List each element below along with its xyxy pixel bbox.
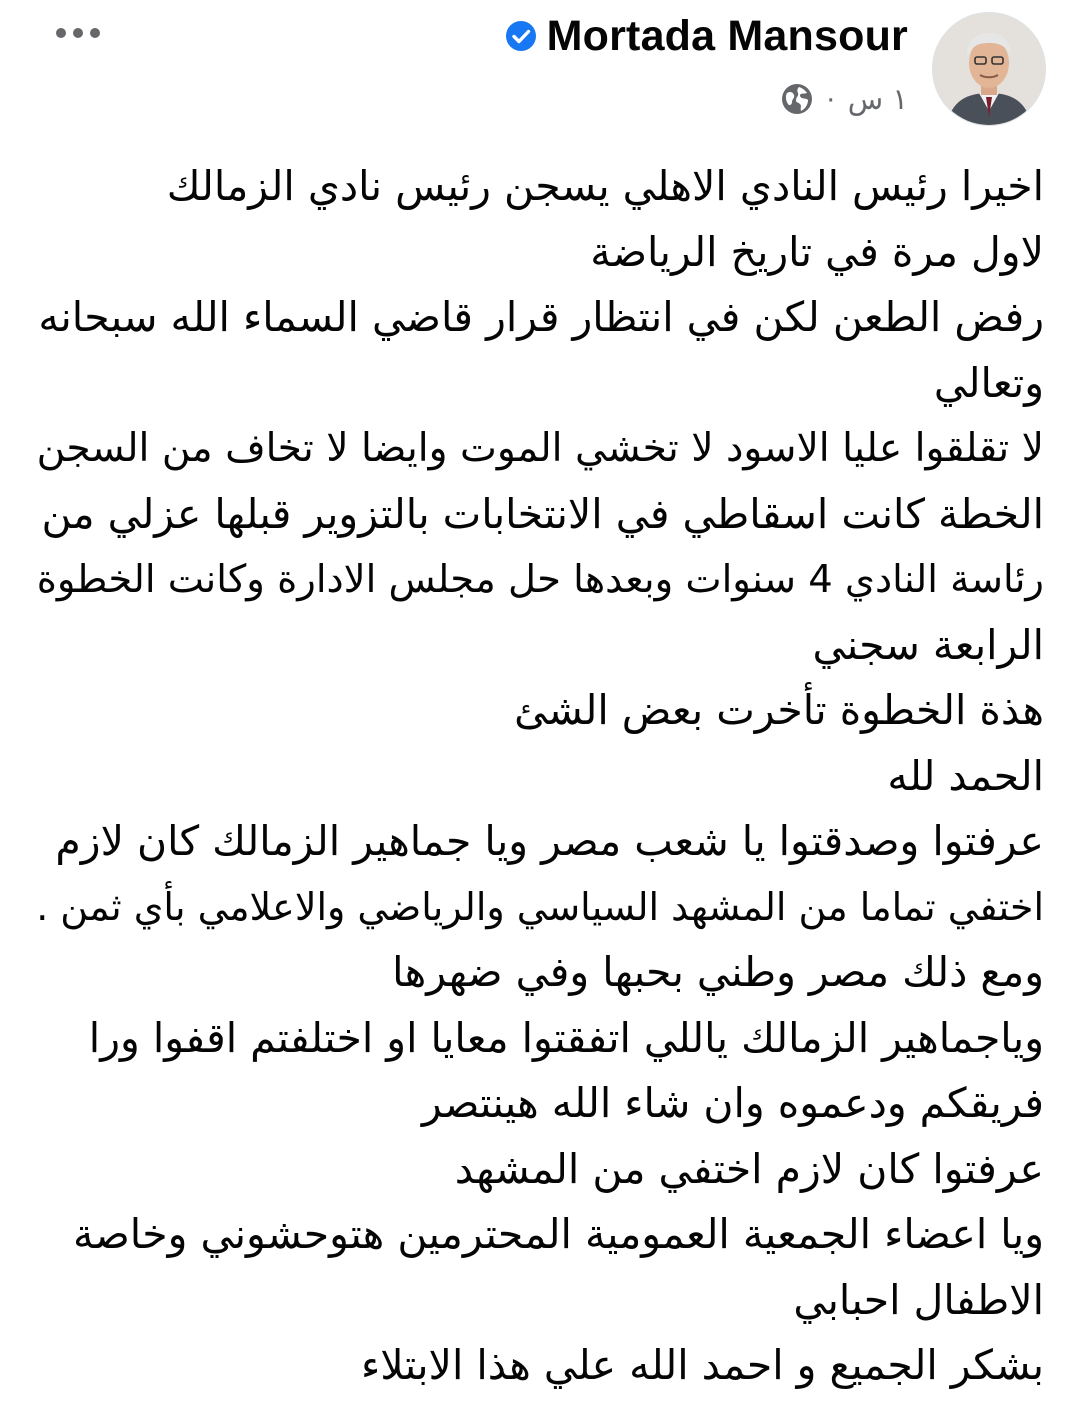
post-line: اختفي تماما من المشهد السياسي والرياضي والاعلامي بأي ثمن .: [36, 884, 1044, 929]
post-line: الاطفال احبابي: [793, 1275, 1044, 1324]
post-line: لاول مرة في تاريخ الرياضة: [590, 227, 1044, 276]
post-timestamp[interactable]: ١ س: [847, 82, 908, 116]
post-line: الرابعة سجني: [812, 620, 1044, 669]
author-name[interactable]: Mortada Mansour: [546, 11, 908, 60]
author-avatar[interactable]: [932, 12, 1046, 126]
verified-badge-icon: [505, 20, 537, 52]
post-header: [0, 0, 1080, 140]
post-line: عرفتوا كان لازم اختفي من المشهد: [454, 1144, 1044, 1193]
post-line: رئاسة النادي 4 سنوات وبعدها حل مجلس الادارة وكانت الخطوة: [36, 557, 1044, 602]
meta-separator: ·: [825, 82, 836, 115]
post-line: رفض الطعن لكن في انتظار قرار قاضي السماء الله سبحانه: [38, 293, 1044, 341]
post-line: الخطة كانت اسقاطي في الانتخابات بالتزوير قبلها عزلي من: [41, 489, 1044, 538]
more-options-button[interactable]: [48, 18, 108, 48]
post-line: وياجماهير الزمالك ياللي اتفقتوا معايا او اختلفتم اقفوا ورا: [88, 1013, 1044, 1062]
more-horizontal-icon-dot: [73, 28, 83, 38]
avatar-portrait-icon: [933, 13, 1045, 125]
post-meta: [780, 76, 908, 122]
post-line: ومع ذلك مصر وطني بحبها وفي ضهرها: [392, 948, 1044, 996]
globe-icon[interactable]: [780, 82, 814, 116]
author-row: [505, 8, 908, 64]
post-line: ويا اعضاء الجمعية العمومية المحترمين هتوحشوني وخاصة: [72, 1210, 1044, 1258]
more-horizontal-icon-dot: [90, 28, 100, 38]
post-line: فريقكم ودعموه وان شاء الله هينتصر: [421, 1079, 1044, 1127]
post-line: وتعالي: [933, 358, 1044, 407]
post-line: بشكر الجميع و احمد الله علي هذا الابتلاء: [361, 1341, 1044, 1389]
post-line: عرفتوا وصدقتوا يا شعب مصر ويا جماهير الزمالك كان لازم: [55, 817, 1044, 865]
post-line: هذة الخطوة تأخرت بعض الشئ: [514, 686, 1044, 734]
post-line: اخيرا رئيس النادي الاهلي يسجن رئيس نادي الزمالك: [166, 162, 1044, 210]
post-text: [36, 154, 1044, 1399]
post-line: الحمد لله: [887, 751, 1044, 800]
post-line: لا تقلقوا عليا الاسود لا تخشي الموت وايضا لا تخاف من السجن: [36, 426, 1044, 471]
more-horizontal-icon: [56, 28, 66, 38]
